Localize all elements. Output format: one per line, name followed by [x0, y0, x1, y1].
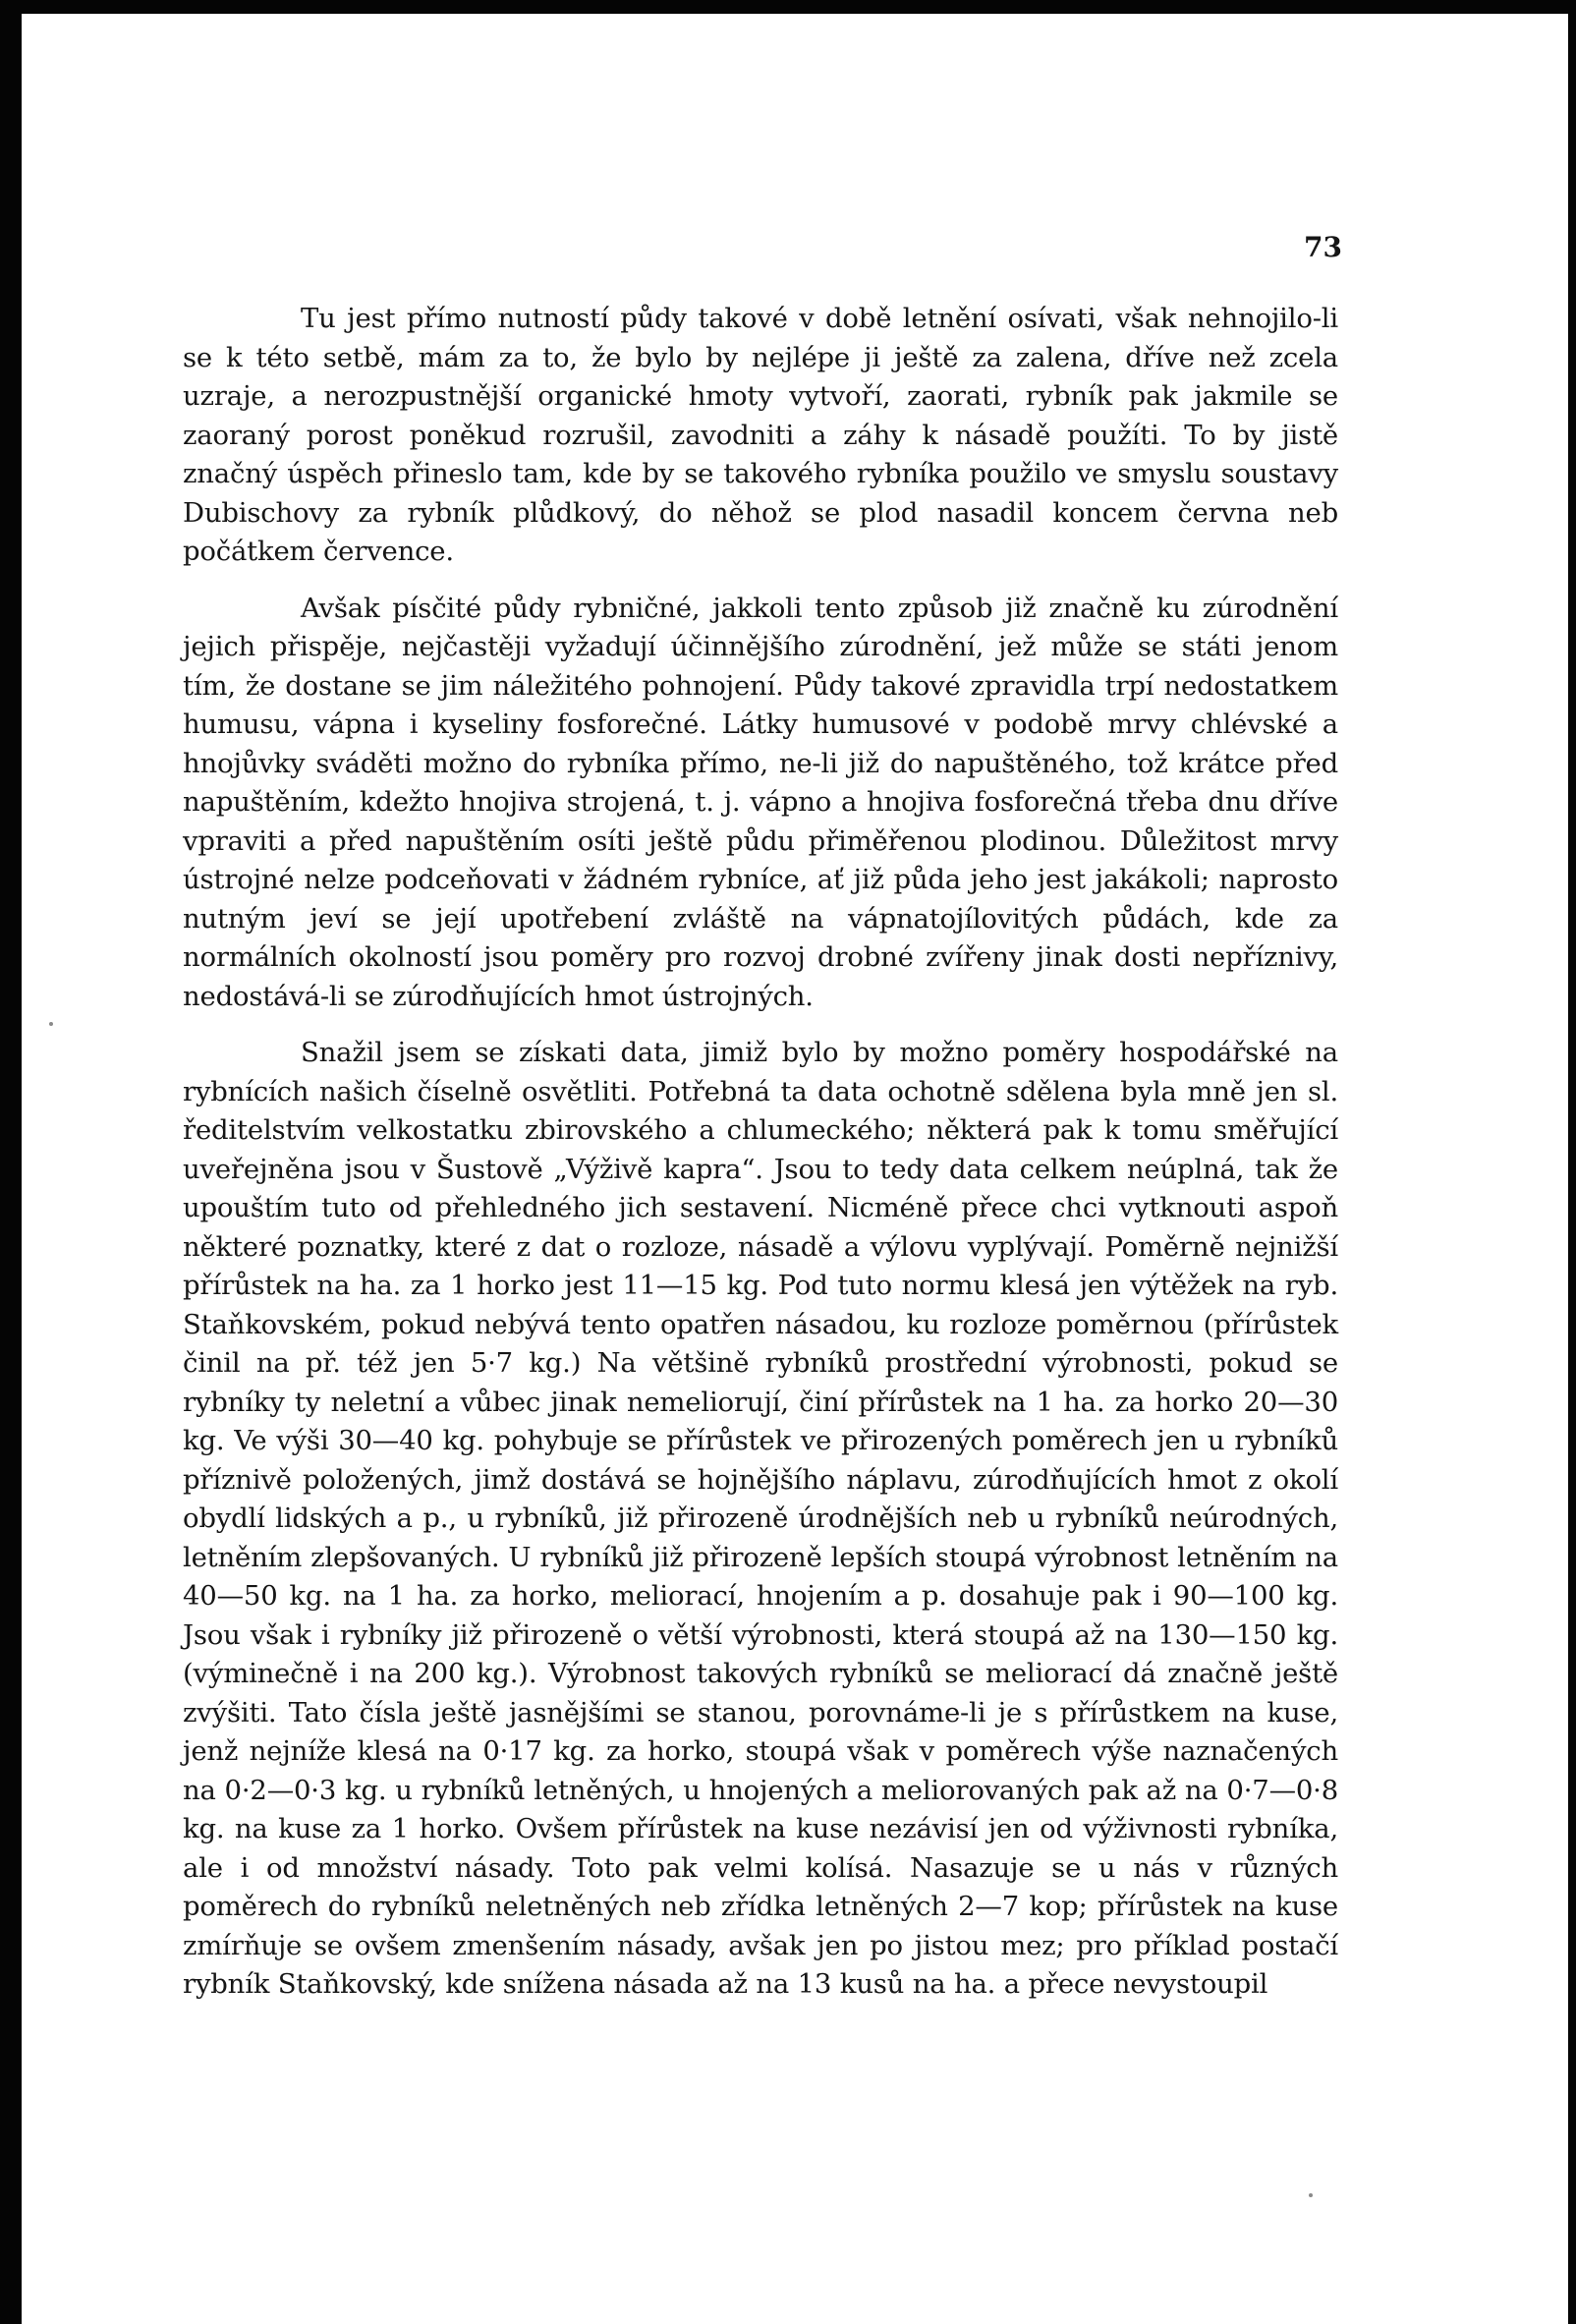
paragraph-sandy-soils: Avšak písčité půdy rybničné, jakkoli tento způsob již značně ku zúrodnění jejich přispěje, nejčastěji vyžadují účinnějšího zúrodnění, jež může se státi jenom tím, že dostane se jim náležitého pohnojení. Půdy takové zpravidla trpí nedostatkem humusu, vápna i kyseliny fosforečné. Látky humusové v podobě mrvy chlévské a hnojůvky sváděti možno do rybníka přímo, ne-li již do napuštěného, tož krátce před napuštěním, kdežto hnojiva strojená, t. j. vápno a hnojiva fosforečná třeba dnu dříve vpraviti a před napuštěním osíti ještě půdu přiměřenou plodinou. Důležitost mrvy ústrojné nelze podceňovati v žádném rybníce, ať již půda jeho jest jakákoli; naprosto nutným jeví se její upotřebení zvláště na vápnatojílovitých půdách, kde za normálních okolností jsou poměry pro rozvoj drobné zvířeny jinak dosti nepříznivy, nedostává-li se zúrodňujících hmot ústrojných.	[183, 592, 1338, 1012]
scan-border-right	[1568, 0, 1576, 2324]
page-body	[183, 300, 1338, 2005]
scan-border-left	[0, 0, 22, 2324]
page-number: 73	[1304, 231, 1342, 263]
scan-speck	[1309, 2193, 1313, 2197]
scan-border-top	[0, 0, 1576, 14]
paragraph-fallow-sowing: Tu jest přímo nutností půdy takové v době letnění osívati, však nehnojilo-li se k této setbě, mám za to, že bylo by nejlépe ji ještě za zalena, dříve než zcela uzraje, a nerozpustnější organické hmoty vytvoří, zaorati, rybník pak jakmile se zaoraný porost poněkud rozrušil, zavodniti a záhy k násadě použíti. To by jistě značný úspěch přineslo tam, kde by se takového rybníka použilo ve smyslu soustavy Dubischovy za rybník plůdkový, do něhož se plod nasadil koncem června neb počátkem července.	[183, 303, 1338, 567]
paragraph-yield-data: Snažil jsem se získati data, jimiž bylo by možno poměry hospodářské na rybnících našich číselně osvětliti. Potřebná ta data ochotně sdělena byla mně jen sl. ředitelstvím velkostatku zbirovského a chlumeckého; některá pak k tomu směřující uveřejněna jsou v Šustově „Výživě kapra“. Jsou to tedy data celkem neúplná, tak že upouštím tuto od přehledného jich sestavení. Nicméně přece chci vytknouti aspoň některé poznatky, které z dat o rozloze, násadě a výlovu vyplývají. Poměrně nejnižší přírůstek na ha. za 1 horko jest 11—15 kg. Pod tuto normu klesá jen výtěžek na ryb. Staňkovském, pokud nebývá tento opatřen násadou, ku rozloze poměrnou (přírůstek činil na př. též jen 5·7 kg.) Na většině rybníků prostřední výrobnosti, pokud se rybníky ty neletní a vůbec jinak nemeliorují, činí přírůstek na 1 ha. za horko 20—30 kg. Ve výši 30—40 kg. pohybuje se přírůstek ve přirozených poměrech jen u rybníků příznivě položených, jimž dostává se hojnějšího náplavu, zúrodňujících hmot z okolí obydlí lidských a p., u rybníků, již přirozeně úrodnějších neb u rybníků neúrodných, letněním zlepšovaných. U rybníků již přirozeně lepších stoupá výrobnost letněním na 40—50 kg. na 1 ha. za horko, meliorací, hnojením a p. dosahuje pak i 90—100 kg. Jsou však i rybníky již přirozeně o větší výrobnosti, která stoupá až na 130—150 kg. (výminečně i na 200 kg.). Výrobnost takových rybníků se meliorací dá značně ještě zvýšiti. Tato čísla ještě jasnějšími se stanou, porovnáme-li je s přírůstkem na kuse, jenž nejníže klesá na 0·17 kg. za horko, stoupá však v poměrech výše naznačených na 0·2—0·3 kg. u rybníků letněných, u hnojených a meliorovaných pak až na 0·7—0·8 kg. na kuse za 1 horko. Ovšem přírůstek na kuse nezávisí jen od výživnosti rybníka, ale i od množství násady. Toto pak velmi kolísá. Nasazuje se u nás v různých poměrech do rybníků neletněných neb zřídka letněných 2—7 kop; přírůstek na kuse zmírňuje se ovšem zmenšením násady, avšak jen po jistou mez; pro příklad postačí rybník Staňkovský, kde snížena násada až na 13 kusů na ha. a přece nevystoupil	[183, 1037, 1338, 2000]
scan-speck	[49, 1022, 53, 1026]
